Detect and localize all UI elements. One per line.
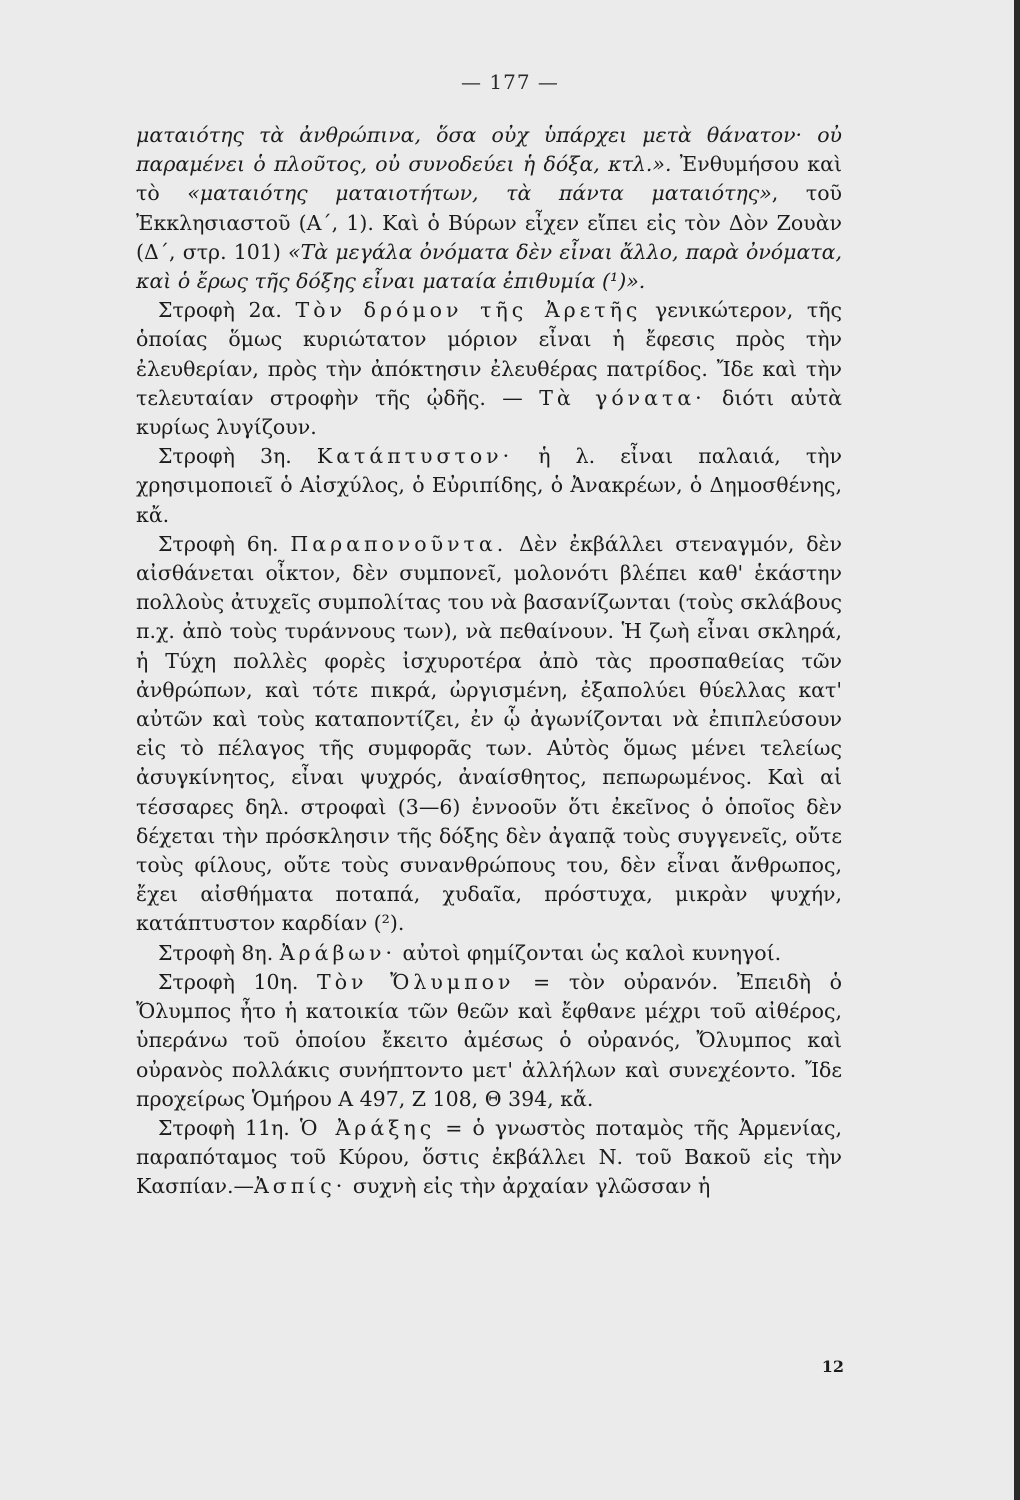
paragraph-stanza-6	[136, 530, 842, 939]
text-run: διότι αὐτὰ κυρίως λυγίζουν.	[136, 385, 843, 440]
text-run: = ὁ γνωστὸς ποταμὸς τῆς Ἀρμενίας, παραπόταμος τοῦ Κύρου, ὅστις ἐκβάλλει Ν. τοῦ Βακοῦ εἰς τὴν Κασπίαν.—	[136, 1115, 842, 1199]
text-run: γενικώτερον, τῆς ὁποίας ὅμως κυριώτατον μόριον εἶναι ἡ ἔφεσις πρὸς τὴν ἐλευθερίαν, πρὸς τὴν ἀπόκτησιν ἐλευθέρας πατρίδος. Ἴδε καὶ τὴν τελευταίαν στροφὴν τῆς ᾠδῆς. —	[136, 298, 842, 410]
lemma: Τὰ γόνατα·	[539, 385, 706, 410]
quote-byron: «Τὰ μεγάλα ὀνόματα δὲν εἶναι ἄλλο, παρὰ ὀνόματα, καὶ ὁ ἔρως τῆς δόξης εἶναι ματαία ἐπιθυμία (¹)».	[136, 239, 842, 294]
stanza-label: Στροφὴ 6η.	[158, 531, 291, 556]
stanza-label: Στροφὴ 3η.	[158, 444, 317, 469]
text-run: Δὲν ἐκβάλλει στεναγμόν, δὲν αἰσθάνεται οἶκτον, δὲν συμπονεῖ, μολονότι βλέπει καθ' ἑκάστην πολλοὺς ἀτυχεῖς συμπολίτας του νὰ βασανίζωνται (τοὺς σκλάβους π.χ. ἀπὸ τοὺς τυράννους των), νὰ πεθαίνουν. Ἡ ζωὴ εἶναι σκληρά, ἡ Τύχη πολλὲς φορὲς ἰσχυροτέρα ἀπὸ τὰς προσπαθείας τῶν ἀνθρώπων, καὶ τότε πικρά, ὠργισμένη, ἐξαπολύει θύελλας κατ' αὐτῶν καὶ τοὺς καταποντίζει, ἐν ᾧ ἀγωνίζονται νὰ ἐπιπλεύσουν εἰς τὸ πέλαγος τῆς συμφορᾶς των. Αὐτὸς ὅμως μένει τελείως ἀσυγκίνητος, εἶναι ψυχρός, ἀναίσθητος, πεπωρωμένος. Καὶ αἱ τέσσαρες δηλ. στροφαὶ (3—6) ἐννοοῦν ὅτι ἐκεῖνος ὁ ὁποῖος δὲν δέχεται τὴν πρόσκλησιν τῆς δόξης δὲν ἀγαπᾷ τοὺς συγγενεῖς, οὔτε τοὺς φίλους, οὔτε τοὺς συνανθρώπους του, δὲν εἶναι ἄνθρωπος, ἔχει αἰσθήματα ποταπά, χυδαῖα, πρόστυχα, μικρὰν ψυχήν, κατάπτυστον καρδίαν (²).	[136, 531, 842, 936]
paragraph-stanza-10	[136, 968, 842, 1114]
text-run: Ἐνθυμήσου καὶ τὸ	[136, 152, 842, 206]
lemma: Τὸν Ὄλυμπον	[317, 969, 515, 994]
paragraph-stanza-2	[136, 296, 842, 442]
page-number: — 177 —	[461, 70, 559, 94]
paragraph-stanza-3	[136, 442, 842, 530]
signature-mark: 12	[821, 1357, 844, 1376]
text-run: = τὸν οὐρανόν. Ἐπειδὴ ὁ Ὄλυμπος ἦτο ἡ κατοικία τῶν θεῶν καὶ ἔφθανε μέχρι τοῦ αἰθέρος, ὑπεράνω τοῦ ὁποίου ἔκειτο ἀμέσως ὁ οὐρανός, Ὄλυμπος καὶ οὐρανὸς πολλάκις συνήπτοντο μετ' ἀλλήλων καὶ συνεχέοντο. Ἴδε προχείρως Ὁμήρου Α 497, Ζ 108, Θ 394, κἄ.	[136, 969, 842, 1111]
quote-ecclesiastes: «ματαιότης ματαιοτήτων, τὰ πάντα ματαιότης»	[187, 181, 772, 206]
lemma: Ὁ Ἀράξης	[299, 1115, 436, 1140]
stanza-label: Στροφὴ 11η.	[158, 1115, 300, 1140]
lemma: Παραπονοῦντα.	[290, 531, 508, 556]
stanza-label: Στροφὴ 2α.	[158, 298, 296, 323]
lemma: Κατάπτυστον·	[316, 444, 514, 469]
text-run: , τοῦ Ἐκκλησιαστοῦ (Α΄, 1). Καὶ ὁ Βύρων εἶχεν εἴπει εἰς τὸν Δὸν Ζουὰν (Δ΄, στρ. 101)	[136, 181, 843, 264]
stanza-label: Στροφὴ 10η.	[158, 969, 318, 994]
stanza-label: Στροφὴ 8η.	[158, 940, 280, 965]
lemma: Ἀράβων·	[279, 940, 396, 965]
page-edge-shadow	[1014, 0, 1020, 1500]
text-run: συχνὴ εἰς τὴν ἀρχαίαν γλῶσσαν ἡ	[346, 1174, 711, 1199]
text-run: ἡ λ. εἶναι παλαιά, τὴν χρησιμοποιεῖ ὁ Αἰσχύλος, ὁ Εὐριπίδης, ὁ Ἀνακρέων, ὁ Δημοσθένης, κἄ.	[136, 444, 842, 527]
lemma: Ἀσπίς·	[254, 1174, 347, 1199]
text-run: αὐτοὶ φημίζονται ὡς καλοὶ κυνηγοί.	[396, 940, 782, 965]
quote-ending: ματαιότης τὰ ἀνθρώπινα, ὅσα οὐχ ὑπάρχει μετὰ θάνατον· οὐ παραμένει ὁ πλοῦτος, οὐ συνοδεύει ἡ δόξα, κτλ.».	[136, 123, 842, 177]
paragraph-stanza-11	[136, 1114, 842, 1202]
paragraph-stanza-8	[136, 939, 842, 968]
body-text	[136, 121, 842, 1202]
lemma: Τὸν δρόμον τῆς Ἀρετῆς	[295, 298, 642, 323]
paragraph-0	[136, 121, 842, 296]
